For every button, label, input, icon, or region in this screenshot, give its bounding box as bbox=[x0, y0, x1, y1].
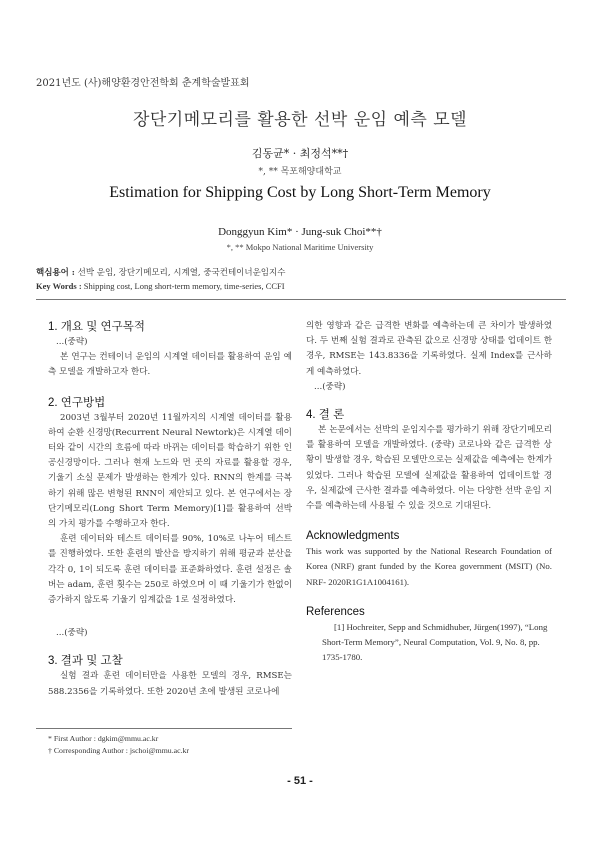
authors-english: Donggyun Kim* · Jung-suk Choi**† bbox=[218, 226, 382, 238]
authors-korean: 김동균* · 최정석**† bbox=[251, 147, 349, 160]
keywords-english-label: Key Words : bbox=[36, 281, 82, 291]
title-english: Estimation for Shipping Cost by Long Short-Term Memory bbox=[109, 184, 491, 201]
section-1-paragraph: 본 연구는 컨테이너 운임의 시계열 데이터를 활용하여 운임 예측 모델을 개발하고자 한다. bbox=[48, 352, 292, 378]
conference-header: 2021년도 (사)해양환경안전학회 춘계학술발표회 bbox=[36, 78, 250, 89]
keywords-korean-text: 선박 운임, 장단기메모리, 시계열, 중국컨테이너운임지수 bbox=[77, 268, 286, 278]
keywords-korean-label: 핵심용어 : bbox=[36, 268, 75, 278]
section-4-heading: 4. 결 론 bbox=[306, 409, 345, 422]
affiliation-korean: *, ** 목포해양대학교 bbox=[258, 167, 342, 177]
section-2-heading: 2. 연구방법 bbox=[48, 396, 106, 409]
footnote-corresponding-author: † Corresponding Author : jschoi@mmu.ac.kr bbox=[48, 746, 190, 755]
footnote-first-author: * First Author : dgkim@mmu.ac.kr bbox=[48, 734, 159, 743]
section-2-paragraph-1: 2003년 3월부터 2020년 11월까지의 시계열 데이터를 활용하여 순환 신경망(Recurrent Neural Newtork)은 시계열 데이터와 같이 시간의 흐름에 따라 바뀌는 데이터를 학습하기 위한 인공신경망이다. 그러나 현재 노드와 먼 곳의 자료를 활용할 경우, 기울기 소실 문제가 발생하는 한계가 있다. RNN의 한계를 극복하기 위해 많은 변형된 RNN이 제안되고 있다. 본 연구에서는 장단기메모리(Long Short Term Memory)[1]를 활용하여 선박의 가치 평가를 수행하고자 한다. bbox=[48, 412, 292, 530]
section-1-heading: 1. 개요 및 연구목적 bbox=[48, 321, 145, 333]
keywords-korean bbox=[36, 266, 285, 278]
left-column bbox=[48, 319, 292, 700]
title-korean: 장단기메모리를 활용한 선박 운임 예측 모델 bbox=[132, 110, 468, 130]
right-column bbox=[306, 319, 552, 665]
affiliation-english: *, ** Mokpo National Maritime University bbox=[226, 242, 374, 252]
keywords-english-text: Shipping cost, Long short-term memory, time-series, CCFI bbox=[83, 281, 285, 291]
section-3-etc: ...(중략) bbox=[314, 381, 346, 392]
keywords-english bbox=[36, 281, 285, 291]
section-3-paragraph-cont: 의한 영향과 같은 급격한 변화를 예측하는데 큰 차이가 발생하였다. 두 번째 실험 결과로 관측된 값으로 신경망 상태를 업데이트 한 경우, RMSE는 143.8336을 기록하였다. 실제 Index를 근사하게 예측하였다. bbox=[306, 321, 552, 377]
section-3-heading: 3. 결과 및 고찰 bbox=[48, 655, 123, 668]
page-number: - 51 - bbox=[287, 775, 313, 787]
section-2-etc: ...(중략) bbox=[56, 628, 88, 639]
reference-item: [1] Hochreiter, Sepp and Schmidhuber, Jürgen(1997), “Long Short-Term Memory”, Neural Computation, Vol. 9, No. 8, pp. 1735-1780. bbox=[322, 621, 548, 663]
footnote-divider bbox=[36, 728, 292, 729]
acknowledgments-text: This work was supported by the National Research Foundation of Korea (NRF) grant funded by the Korea government (MSIT) (No. NRF- 2020R1G1A1004161). bbox=[306, 546, 552, 587]
header-divider bbox=[36, 299, 566, 300]
acknowledgments-heading: Acknowledgments bbox=[306, 530, 400, 543]
references-heading: References bbox=[306, 605, 365, 618]
section-3-paragraph-1: 실험 결과 훈련 데이터만을 사용한 모델의 경우, RMSE는 588.2356을 기록하였다. 또한 2020년 초에 발생된 코로나에 bbox=[48, 671, 292, 697]
section-1-etc: ...(중략) bbox=[56, 337, 88, 347]
section-2-paragraph-2: 훈련 데이터와 테스트 데이터를 90%, 10%로 나누어 테스트를 진행하였다. 또한 훈련의 발산을 방지하기 위해 평균과 분산을 각각 0, 1이 되도록 훈련 데이터를 표준화하였다. 훈련 설정은 솔버는 adam, 훈련 횟수는 250로 하였으며 이 때 기울기가 한없이 증가하지 않도록 기울기 임계값을 1로 설정하였다. bbox=[48, 534, 292, 606]
section-4-paragraph: 본 논문에서는 선박의 운임지수를 평가하기 위해 장단기메모리를 활용하여 모델을 개발하였다. (중략) 코로나와 같은 급격한 상황이 발생할 경우, 학습된 모델만으로는 실제값을 예측에는 한계가 있었다. 그러나 학습된 모델에 실제값을 활용하여 업데이트할 경우, 실제값에 근사한 결과를 예측하였다. 이는 다양한 선박 운임 지수를 예측하는데 사용될 수 있을 것으로 기대된다. bbox=[306, 425, 552, 512]
